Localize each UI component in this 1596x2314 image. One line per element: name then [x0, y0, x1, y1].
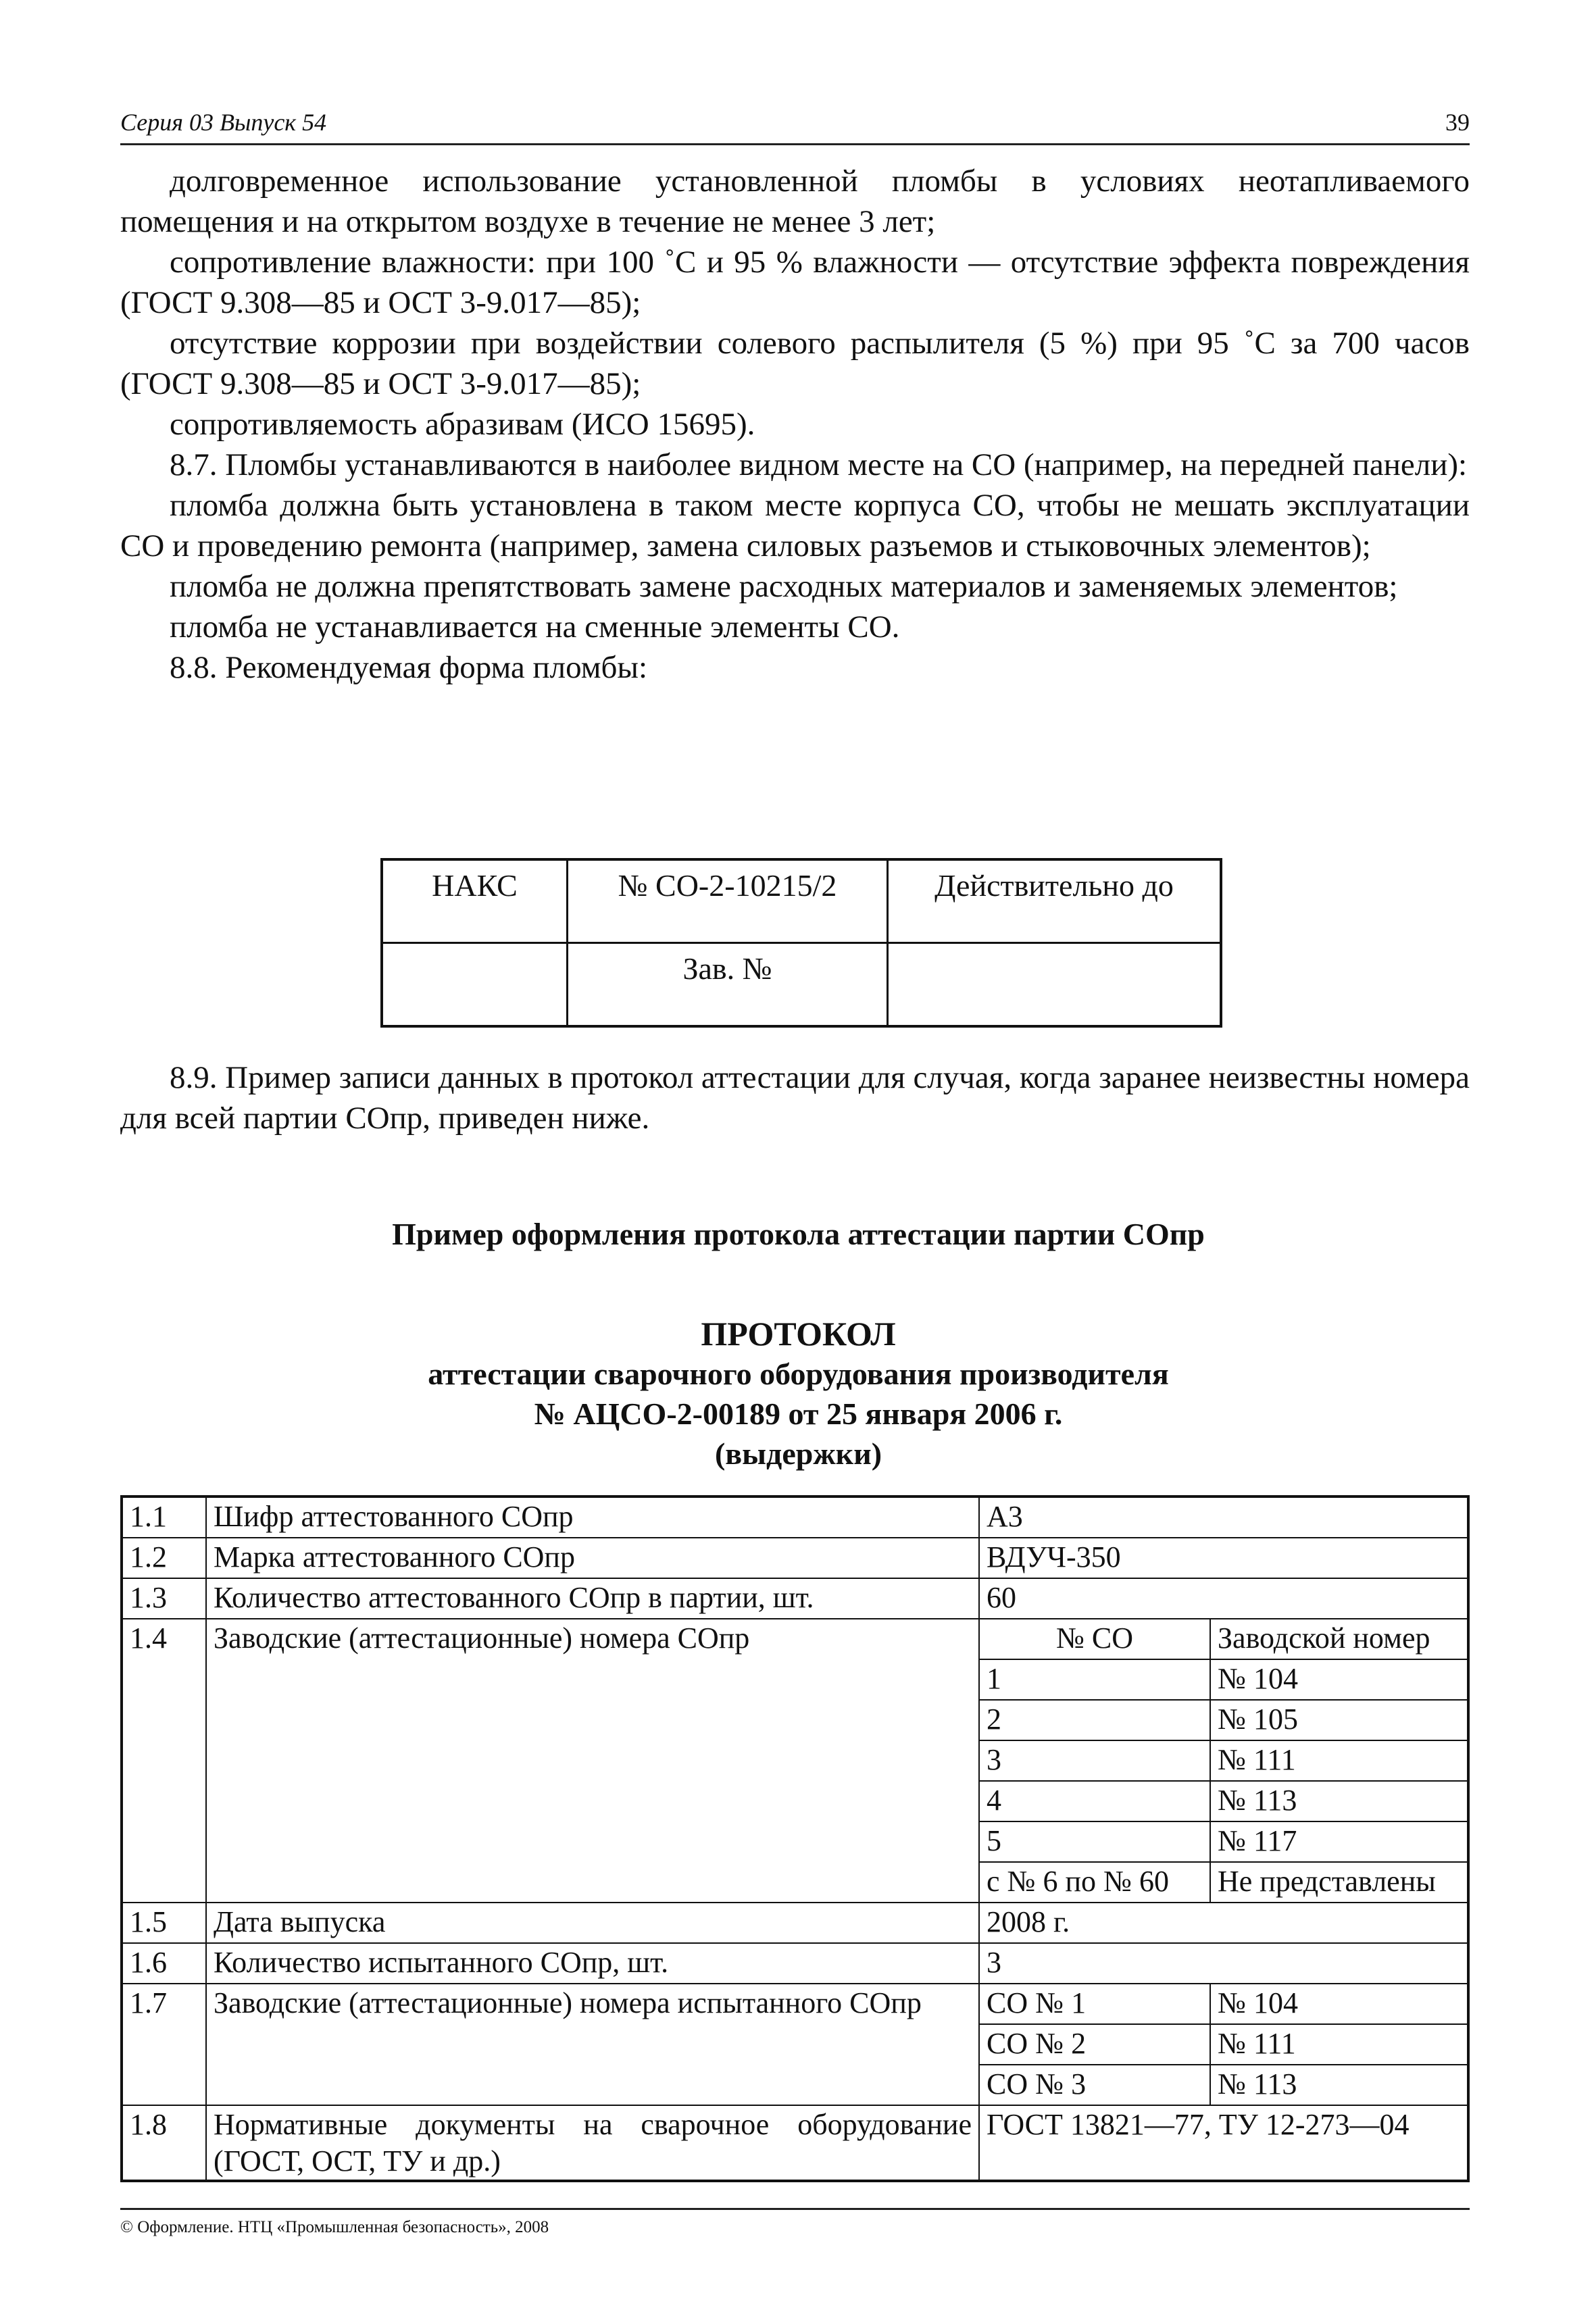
protocol-number: № АЦСО-2-00189 от 25 января 2006 г.	[534, 1397, 1063, 1431]
sub-cell: № 105	[1210, 1700, 1468, 1740]
row-description: Заводские (аттестационные) номера СОпр	[206, 1619, 979, 1903]
seal-cell	[382, 943, 568, 1027]
footer-divider	[120, 2208, 1470, 2210]
row-number: 1.5	[122, 1903, 206, 1943]
example-title: Пример оформления протокола аттестации партии СОпр	[392, 1217, 1205, 1251]
row-value: ГОСТ 13821—77, ТУ 12-273—04	[979, 2105, 1468, 2181]
series-label: Серия 03 Выпуск 54	[120, 109, 327, 136]
paragraph: отсутствие коррозии при воздействии солевого распылителя (5 %) при 95 ˚С за 700 часов (ГОСТ 9.308—85 и ОСТ 3-9.017—85);	[120, 326, 1470, 401]
protocol-note: (выдержки)	[714, 1436, 882, 1471]
page-number: 39	[1445, 109, 1470, 136]
protocol-table	[120, 1495, 1470, 2182]
sub-cell: 4	[979, 1781, 1210, 1821]
sub-cell: 3	[979, 1740, 1210, 1781]
table-row	[122, 1538, 1468, 1578]
paragraph: 8.8. Рекомендуемая форма пломбы:	[170, 650, 648, 685]
sub-cell: с № 6 по № 60	[979, 1862, 1210, 1903]
paragraph: сопротивление влажности: при 100 ˚С и 95 % влажности — отсутствие эффекта повреждения (ГОСТ 9.308—85 и ОСТ 3-9.017—85);	[120, 245, 1470, 320]
table-row	[122, 2105, 1468, 2181]
sub-cell: № 104	[1210, 1984, 1468, 2024]
body-text	[120, 161, 1470, 688]
table-row	[122, 1903, 1468, 1943]
seal-cell: НАКС	[382, 859, 568, 943]
sub-cell: Не представлены	[1210, 1862, 1468, 1903]
sub-cell: № 117	[1210, 1821, 1468, 1862]
sub-cell: № 113	[1210, 2065, 1468, 2105]
row-value: 2008 г.	[979, 1903, 1468, 1943]
paragraph: пломба не устанавливается на сменные элементы СО.	[170, 609, 900, 645]
footer-copyright: © Оформление. НТЦ «Промышленная безопасность», 2008	[120, 2218, 549, 2236]
protocol-heading	[120, 1314, 1476, 1474]
sub-header-cell: Заводской номер	[1210, 1619, 1468, 1659]
sub-cell: № 111	[1210, 2024, 1468, 2065]
seal-form-table	[380, 858, 1222, 1028]
protocol-title: ПРОТОКОЛ	[701, 1315, 896, 1353]
paragraph: пломба не должна препятствовать замене расходных материалов и заменяемых элементов;	[170, 569, 1398, 604]
sub-cell: СО № 3	[979, 2065, 1210, 2105]
seal-cell: Зав. №	[568, 943, 888, 1027]
table-row	[122, 1578, 1468, 1619]
seal-cell: № СО-2-10215/2	[568, 859, 888, 943]
sub-cell: № 111	[1210, 1740, 1468, 1781]
sub-cell: СО № 2	[979, 2024, 1210, 2065]
row-number: 1.2	[122, 1538, 206, 1578]
row-number: 1.6	[122, 1943, 206, 1984]
row-description: Заводские (аттестационные) номера испытанного СОпр	[206, 1984, 979, 2105]
paragraph: 8.7. Пломбы устанавливаются в наиболее видном месте на СО (например, на передней панели):	[170, 447, 1468, 482]
table-row	[122, 1496, 1468, 1538]
row-description: Количество аттестованного СОпр в партии, шт.	[206, 1578, 979, 1619]
row-description: Нормативные документы на сварочное оборудование (ГОСТ, ОСТ, ТУ и др.)	[206, 2105, 979, 2181]
row-description: Шифр аттестованного СОпр	[206, 1496, 979, 1538]
row-value: 60	[979, 1578, 1468, 1619]
seal-cell	[888, 943, 1222, 1027]
row-value: А3	[979, 1496, 1468, 1538]
running-header	[120, 108, 1470, 145]
row-number: 1.3	[122, 1578, 206, 1619]
row-description: Дата выпуска	[206, 1903, 979, 1943]
row-value: 3	[979, 1943, 1468, 1984]
sub-cell: 1	[979, 1659, 1210, 1700]
sub-cell: № 113	[1210, 1781, 1468, 1821]
paragraph-8-9: 8.9. Пример записи данных в протокол аттестации для случая, когда заранее неизвестны номера для всей партии СОпр, приведен ниже.	[120, 1060, 1470, 1136]
sub-cell: СО № 1	[979, 1984, 1210, 2024]
table-row	[122, 1984, 1468, 2024]
table-row	[122, 1619, 1468, 1659]
row-number: 1.1	[122, 1496, 206, 1538]
row-number: 1.8	[122, 2105, 206, 2181]
table-row	[122, 1943, 1468, 1984]
row-description: Количество испытанного СОпр, шт.	[206, 1943, 979, 1984]
row-value: ВДУЧ-350	[979, 1538, 1468, 1578]
sub-cell: № 104	[1210, 1659, 1468, 1700]
paragraph: пломба должна быть установлена в таком месте корпуса СО, чтобы не мешать эксплуатации СО и проведению ремонта (например, замена силовых разъемов и стыковочных элементов);	[120, 488, 1470, 563]
row-description: Марка аттестованного СОпр	[206, 1538, 979, 1578]
sub-cell: 5	[979, 1821, 1210, 1862]
seal-cell: Действительно до	[888, 859, 1222, 943]
seal-row	[382, 943, 1221, 1027]
sub-header-cell: № СО	[979, 1619, 1210, 1659]
seal-row	[382, 859, 1221, 943]
protocol-subtitle: аттестации сварочного оборудования производителя	[428, 1357, 1169, 1391]
row-number: 1.4	[122, 1619, 206, 1903]
sub-cell: 2	[979, 1700, 1210, 1740]
paragraph: долговременное использование установленной пломбы в условиях неотапливаемого помещения и на открытом воздухе в течение не менее 3 лет;	[120, 164, 1470, 239]
row-number: 1.7	[122, 1984, 206, 2105]
paragraph: сопротивляемость абразивам (ИСО 15695).	[170, 407, 755, 442]
